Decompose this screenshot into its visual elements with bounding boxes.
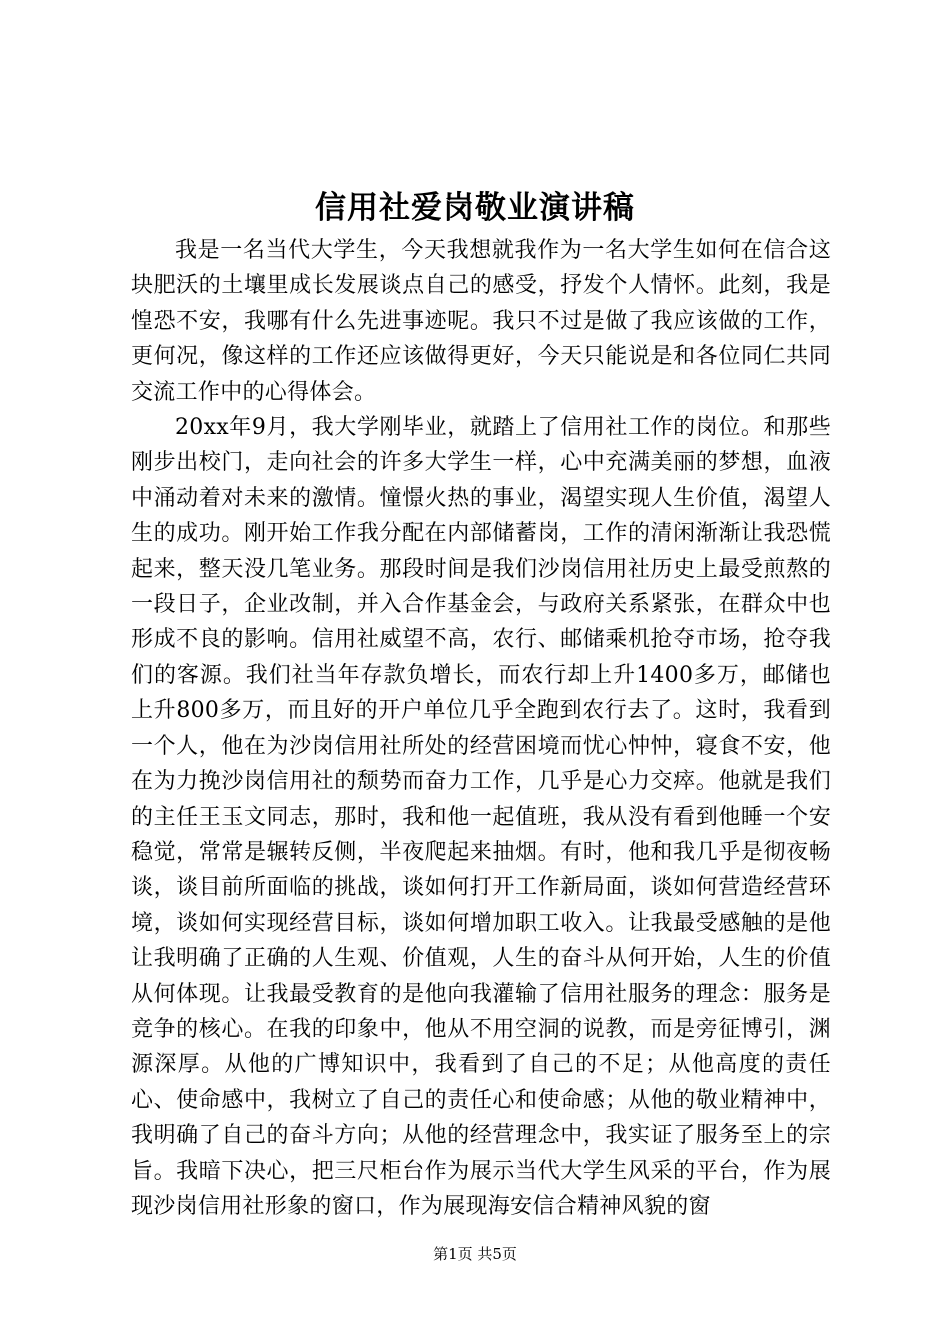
paragraph-2: 20xx年9月，我大学刚毕业，就踏上了信用社工作的岗位。和那些刚步出校门，走向社会的许多大学生一样，心中充满美丽的梦想，血液中涌动着对未来的激情。憧憬火热的事业，渴望实现人生价值，渴望人生的成功。刚开始工作我分配在内部储蓄岗，工作的清闲渐渐让我恐慌起来，整天没几笔业务。那段时间是我们沙岗信用社历史上最受煎熬的一段日子，企业改制，并入合作基金会，与政府关系紧张，在群众中也形成不良的影响。信用社威望不高，农行、邮储乘机抢夺市场，抢夺我们的客源。我们社当年存款负增长，而农行却上升1400多万，邮储也上升800多万，而且好的开户单位几乎全跑到农行去了。这时，我看到一个人，他在为沙岗信用社所处的经营困境而忧心忡忡，寝食不安，他在为力挽沙岗信用社的颓势而奋力工作，几乎是心力交瘁。他就是我们的主任王玉文同志，那时，我和他一起值班，我从没有看到他睡一个安稳觉，常常是辗转反侧，半夜爬起来抽烟。有时，他和我几乎是彻夜畅谈，谈目前所面临的挑战，谈如何打开工作新局面，谈如何营造经营环境，谈如何实现经营目标，谈如何增加职工收入。让我最受感触的是他让我明确了正确的人生观、价值观，人生的奋斗从何开始，人生的价值从何体现。让我最受教育的是他向我灌输了信用社服务的理念：服务是竞争的核心。在我的印象中，他从不用空洞的说教，而是旁征博引，渊源深厚。从他的广博知识中，我看到了自己的不足；从他高度的责任心、使命感中，我树立了自己的责任心和使命感；从他的敬业精神中，我明确了自己的奋斗方向；从他的经营理念中，我实证了服务至上的宗旨。我暗下决心，把三尺柜台作为展示当代大学生风采的平台，作为展现沙岗信用社形象的窗口，作为展现海安信合精神风貌的窗 [131,415,831,1219]
document-body [131,233,831,1224]
page-footer: 第1页 共5页 [433,1245,517,1263]
paragraph-1: 我是一名当代大学生，今天我想就我作为一名大学生如何在信合这块肥沃的土壤里成长发展谈点自己的感受，抒发个人情怀。此刻，我是惶恐不安，我哪有什么先进事迹呢。我只不过是做了我应该做的工作，更何况，像这样的工作还应该做得更好，今天只能说是和各位同仁共同交流工作中的心得体会。 [131,238,831,405]
document-title: 信用社爱岗敬业演讲稿 [315,190,635,226]
